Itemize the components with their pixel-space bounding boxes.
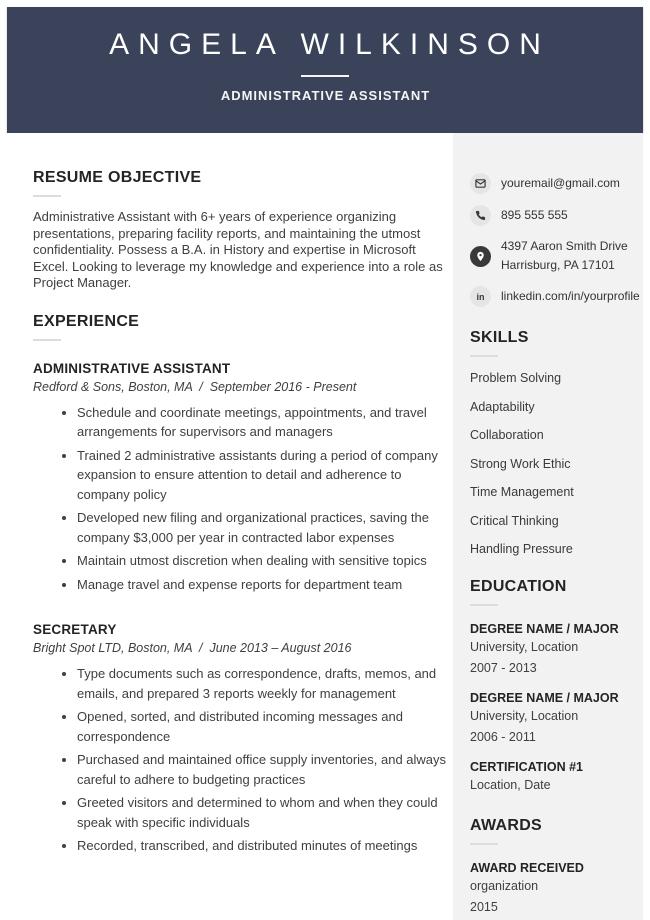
job-bullet: • Type documents such as correspondence, drafts, memos, and emails, and prepared 3 reports weekly for management [77, 664, 453, 703]
heading-rule [470, 604, 498, 606]
job-bullet: • Trained 2 administrative assistants during a period of company expansion to ensure attention to detail and adherence to company policy [77, 446, 453, 505]
education-entry [470, 760, 633, 795]
header-divider [301, 75, 349, 77]
contact-linkedin[interactable]: linkedin.com/in/yourprofile [501, 289, 640, 303]
job-title: SECRETARY [33, 622, 117, 637]
job-bullet: • Greeted visitors and determined to whom and when they could speak with specific individuals [77, 793, 453, 832]
contact-item-phone [470, 205, 633, 226]
experience-section [33, 313, 445, 856]
contact-item-email [470, 173, 633, 194]
resume-objective-heading: RESUME OBJECTIVE [33, 169, 202, 186]
job-bullet: • Purchased and maintained office supply inventories, and always careful to adhere to budgeting practices [77, 750, 453, 789]
education-entry [470, 691, 633, 747]
degree-title: DEGREE NAME / MAJOR [470, 622, 619, 636]
contact-phone: 895 555 555 [501, 208, 568, 222]
award-title: AWARD RECEIVED [470, 861, 584, 875]
contact-block [470, 173, 640, 307]
skill-item: Handling Pressure [470, 542, 573, 556]
degree-school: University, Location [470, 640, 579, 654]
skill-list [470, 371, 633, 556]
contact-address-line2: Harrisburg, PA 17101 [501, 258, 615, 272]
contact-address [501, 237, 628, 275]
skill-item: Strong Work Ethic [470, 456, 571, 471]
heading-rule [470, 355, 498, 357]
job-bullet: • Recorded, transcribed, and distributed minutes of meetings [77, 836, 453, 856]
job-bullet-list [33, 403, 453, 595]
degree-dates: 2006 - 2011 [470, 730, 536, 744]
job-title: ADMINISTRATIVE ASSISTANT [33, 360, 231, 376]
awards-section [470, 817, 633, 917]
job-meta: Redford & Sons, Boston, MA / September 2016 - Present [33, 379, 357, 394]
contact-item-address [470, 237, 633, 275]
education-entry [470, 622, 633, 678]
candidate-job-title: ADMINISTRATIVE ASSISTANT [220, 88, 431, 103]
email-icon [470, 173, 491, 194]
candidate-name: ANGELA WILKINSON [109, 28, 550, 61]
skills-section [470, 329, 633, 556]
skill-item: Critical Thinking [470, 513, 559, 528]
location-icon [470, 246, 491, 267]
job-entry [33, 622, 445, 856]
main-column [7, 133, 453, 920]
award-year: 2015 [470, 900, 498, 914]
skill-item: Collaboration [470, 428, 544, 442]
contact-item-linkedin [470, 286, 640, 307]
job-bullet-list [33, 664, 453, 856]
skill-item: Problem Solving [470, 371, 562, 385]
contact-address-line1: 4397 Aaron Smith Drive [501, 239, 628, 253]
degree-title: DEGREE NAME / MAJOR [470, 691, 619, 705]
award-entry [470, 861, 633, 917]
experience-heading: EXPERIENCE [33, 312, 140, 330]
job-bullet: • Schedule and coordinate meetings, appointments, and travel arrangements for supervisors and managers [77, 403, 453, 442]
certification-title: CERTIFICATION #1 [470, 760, 583, 774]
awards-heading: AWARDS [470, 817, 543, 834]
job-bullet: • Developed new filing and organizational practices, saving the company $3,000 per year in contracted labor expenses [77, 508, 453, 547]
heading-rule [33, 339, 61, 341]
resume-objective-section [33, 169, 445, 292]
skill-item: Adaptability [470, 399, 535, 414]
skill-item: Time Management [470, 485, 574, 499]
heading-rule [470, 843, 498, 845]
header-banner [7, 7, 643, 133]
resume-objective-text: Administrative Assistant with 6+ years of experience organizing presentations, preparing facility reports, and maintaining the utmost confidentiality. Possess a B.A. in History and expertise in Microsoft Excel. Looking to leverage my knowledge and experience into a role as Project Manager. [33, 209, 443, 290]
education-heading: EDUCATION [470, 578, 567, 595]
job-bullet: • Maintain utmost discretion when dealing with sensitive topics [77, 551, 453, 571]
degree-dates: 2007 - 2013 [470, 661, 537, 675]
sidebar-column [453, 133, 643, 920]
certification-detail: Location, Date [470, 778, 551, 792]
job-bullet: • Manage travel and expense reports for department team [77, 575, 453, 595]
heading-rule [33, 195, 61, 197]
education-section [470, 578, 633, 795]
linkedin-icon: in [470, 286, 491, 307]
phone-icon [470, 205, 491, 226]
skills-heading: SKILLS [470, 329, 529, 346]
job-bullet: • Opened, sorted, and distributed incoming messages and correspondence [77, 707, 453, 746]
job-entry [33, 361, 445, 595]
contact-email[interactable]: youremail@gmail.com [501, 176, 620, 190]
degree-school: University, Location [470, 709, 579, 723]
content-columns [7, 133, 643, 920]
award-organization: organization [470, 879, 539, 893]
job-meta: Bright Spot LTD, Boston, MA / June 2013 – August 2016 [33, 641, 352, 655]
